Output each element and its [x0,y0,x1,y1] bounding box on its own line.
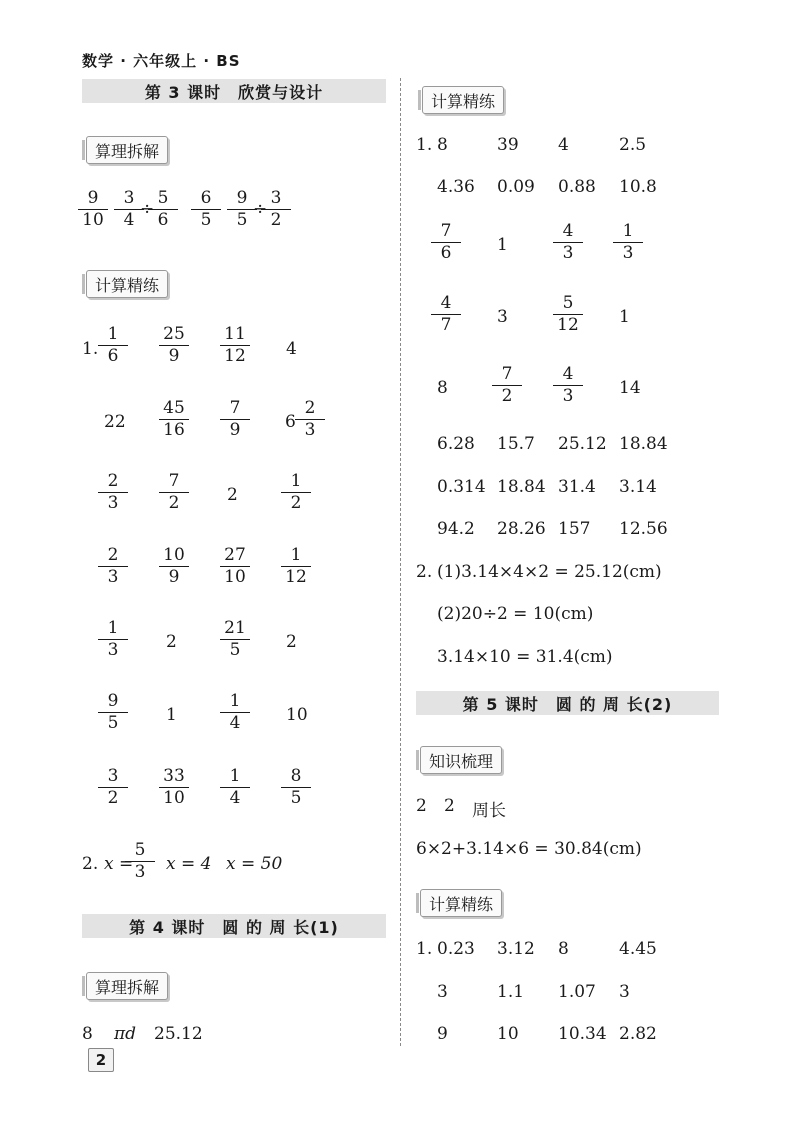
answer: 15.7 [497,434,535,454]
answer: 3 [497,307,508,327]
answer: 6.28 [437,434,475,454]
divide-sign: ÷ [140,199,155,219]
answer: πd [114,1024,137,1044]
fraction: $\frac{11}{12}$ [222,324,248,367]
answer: 2 [444,796,455,816]
answer: 1.1 [497,982,525,1002]
fraction: $\frac{1}{6}$ [100,324,126,367]
answer: 1.07 [558,982,596,1002]
fraction: $\frac{4}{3}$ [555,364,581,407]
solution-line: (2)20÷2 = 10(cm) [437,604,594,624]
answer: 10 [286,705,308,725]
lesson3-title: 第 3 课时 欣赏与设计 [82,79,386,103]
divide-sign: ÷ [253,199,268,219]
answer: 3.12 [497,939,535,959]
answer: 0.88 [558,177,596,197]
fraction: $\frac{4}{7}$ [433,293,459,336]
answer: 18.84 [619,434,668,454]
running-title: 数学 · 六年级上 · BS [82,52,241,70]
answer: 2 [286,632,297,652]
question-number: 1. [416,939,433,959]
question-number: 2. [416,562,433,582]
fraction: $\frac{3}{2}$ [263,188,289,231]
answer: 8 [558,939,569,959]
question-number: 2. [82,854,99,874]
equation: x = 4 [166,854,212,874]
answer: 2 [166,632,177,652]
solution-line: 6×2+3.14×6 = 30.84(cm) [416,839,642,859]
tag-suanli-l4: 算理拆解 [86,972,168,1000]
fraction: $\frac{3}{2}$ [100,766,126,809]
answer: 14 [619,378,641,398]
fraction: $\frac{5}{12}$ [555,293,581,336]
fraction: $\frac{6}{5}$ [193,188,219,231]
fraction: $\frac{8}{5}$ [283,766,309,809]
fraction: $\frac{2}{3}$ [100,471,126,514]
fraction: $\frac{7}{2}$ [161,471,187,514]
answer: 10.8 [619,177,657,197]
answer: 1 [619,307,630,327]
answer: 1 [166,705,177,725]
fraction: $\frac{7}{2}$ [494,364,520,407]
answer: 0.314 [437,477,486,497]
fraction: $\frac{1}{4}$ [222,766,248,809]
answer: 10 [497,1024,519,1044]
answer: 8 [82,1024,93,1044]
question-number: 1. [416,135,433,155]
answer: 22 [104,412,126,432]
page-number: 2 [88,1048,114,1072]
fraction: $\frac{1}{12}$ [283,545,309,588]
fraction: $\frac{1}{3}$ [615,221,641,264]
lesson4-title: 第 4 课时 圆 的 周 长(1) [82,914,386,938]
fraction: $\frac{9}{10}$ [80,188,106,231]
answer: 4 [286,339,297,359]
fraction: $\frac{27}{10}$ [222,545,248,588]
fraction: $\frac{9}{5}$ [229,188,255,231]
tag-jisuan-l4: 计算精练 [422,86,504,114]
answer: 4.36 [437,177,475,197]
answer: 3 [437,982,448,1002]
answer: 39 [497,135,519,155]
answer: 3.14 [619,477,657,497]
answer: 28.26 [497,519,546,539]
answer: 18.84 [497,477,546,497]
mixed-whole: 6 [285,412,296,432]
fraction: $\frac{10}{9}$ [161,545,187,588]
fraction: $\frac{21}{5}$ [222,618,248,661]
tag-zhishi-l5: 知识梳理 [420,746,502,774]
fraction: $\frac{5}{3}$ [127,840,153,883]
answer: 2.5 [619,135,647,155]
answer: 25.12 [154,1024,203,1044]
tag-jisuan-l5: 计算精练 [420,889,502,917]
solution-line: (1)3.14×4×2 = 25.12(cm) [437,562,662,582]
fraction: $\frac{5}{6}$ [150,188,176,231]
answer: 4 [558,135,569,155]
fraction: $\frac{25}{9}$ [161,324,187,367]
question-number: 1. [82,339,99,359]
fraction: $\frac{9}{5}$ [100,691,126,734]
fraction: $\frac{4}{3}$ [555,221,581,264]
answer: 25.12 [558,434,607,454]
equation-lhs: x = [104,854,134,874]
tag-jisuan-l3: 计算精练 [86,270,168,298]
fraction: $\frac{2}{3}$ [297,398,323,441]
answer: 2 [416,796,427,816]
answer: 10.34 [558,1024,607,1044]
answer: 2 [227,485,238,505]
fraction: $\frac{7}{9}$ [222,398,248,441]
answer: 94.2 [437,519,475,539]
answer: 12.56 [619,519,668,539]
column-divider [400,78,401,1046]
fraction: $\frac{1}{2}$ [283,471,309,514]
answer: 157 [558,519,591,539]
fraction: $\frac{33}{10}$ [161,766,187,809]
tag-suanli-l3: 算理拆解 [86,136,168,164]
equation: x = 50 [226,854,283,874]
fraction: $\frac{7}{6}$ [433,221,459,264]
answer: 0.23 [437,939,475,959]
solution-line: 3.14×10 = 31.4(cm) [437,647,613,667]
fraction: $\frac{1}{3}$ [100,618,126,661]
answer: 3 [619,982,630,1002]
fraction: $\frac{1}{4}$ [222,691,248,734]
answer: 8 [437,135,448,155]
answer: 31.4 [558,477,596,497]
fraction: $\frac{45}{16}$ [161,398,187,441]
answer: 2.82 [619,1024,657,1044]
answer: 周长 [472,801,506,821]
answer: 1 [497,235,508,255]
fraction: $\frac{3}{4}$ [116,188,142,231]
answer: 4.45 [619,939,657,959]
answer: 8 [437,378,448,398]
answer: 9 [437,1024,448,1044]
answer: 0.09 [497,177,535,197]
lesson5-title: 第 5 课时 圆 的 周 长(2) [416,691,719,715]
fraction: $\frac{2}{3}$ [100,545,126,588]
